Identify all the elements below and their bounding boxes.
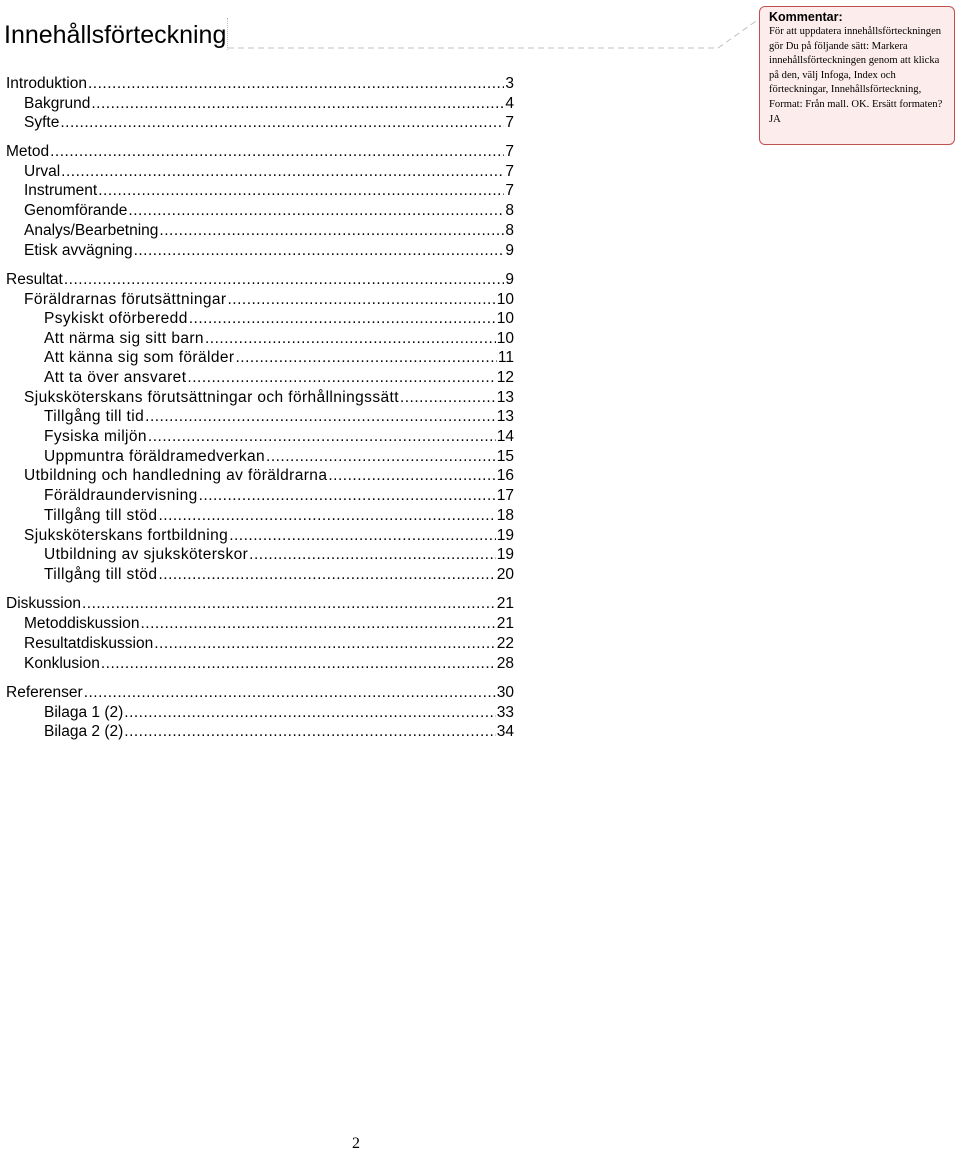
toc-dot-leader — [205, 329, 496, 349]
toc-entry-page-number: 19 — [496, 546, 514, 563]
toc-entry[interactable] — [44, 348, 514, 368]
toc-entry-page-number: 30 — [496, 684, 514, 701]
toc-entry-title: Föräldraundervisning — [44, 487, 198, 504]
toc-entry-page-number: 28 — [496, 655, 514, 672]
toc-entry-page-number: 8 — [505, 222, 514, 239]
toc-entry[interactable] — [24, 290, 514, 310]
toc-dot-leader — [61, 162, 504, 182]
toc-dot-leader — [189, 309, 496, 329]
toc-entry-title: Att ta över ansvaret — [44, 369, 187, 386]
toc-entry-title: Urval — [24, 163, 61, 180]
toc-dot-leader — [134, 241, 505, 261]
toc-dot-leader — [235, 348, 496, 368]
toc-entry-title: Föräldrarnas förutsättningar — [24, 291, 227, 308]
toc-entry-title: Bakgrund — [24, 95, 91, 112]
toc-entry-page-number: 34 — [496, 723, 514, 740]
toc-entry-title: Fysiska miljön — [44, 428, 147, 445]
page-number: 2 — [352, 1135, 360, 1152]
toc-entry[interactable] — [24, 221, 514, 241]
toc-entry-page-number: 8 — [505, 202, 514, 219]
toc-dot-leader — [400, 388, 496, 408]
toc-dot-leader — [91, 94, 504, 114]
toc-entry[interactable] — [24, 466, 514, 486]
toc-entry-title: Sjuksköterskans fortbildning — [24, 527, 229, 544]
toc-dot-leader — [60, 113, 504, 133]
toc-dot-leader — [50, 142, 504, 162]
toc-entry[interactable] — [24, 614, 514, 634]
toc-dot-leader — [249, 545, 496, 565]
toc-entry-page-number: 9 — [505, 271, 514, 288]
toc-dot-leader — [328, 466, 495, 486]
toc-entry-title: Syfte — [24, 114, 60, 131]
toc-entry[interactable] — [6, 683, 514, 703]
toc-entry[interactable] — [24, 526, 514, 546]
toc-entry-title: Referenser — [6, 684, 83, 701]
toc-entry-page-number: 12 — [496, 369, 514, 386]
toc-entry[interactable] — [24, 94, 514, 114]
toc-entry[interactable] — [44, 427, 514, 447]
toc-entry-title: Konklusion — [24, 655, 100, 672]
toc-entry-title: Utbildning av sjuksköterskor — [44, 546, 249, 563]
page-title: Innehållsförteckning — [4, 21, 227, 49]
toc-dot-leader — [229, 526, 496, 546]
toc-entry-title: Utbildning och handledning av föräldrarna — [24, 467, 328, 484]
toc-entry-page-number: 19 — [496, 527, 514, 544]
toc-entry-page-number: 15 — [496, 448, 514, 465]
toc-entry-page-number: 7 — [505, 114, 514, 131]
toc-entry-title: Instrument — [24, 182, 98, 199]
toc-entry[interactable] — [6, 142, 514, 162]
toc-entry[interactable] — [44, 506, 514, 526]
toc-entry-title: Sjuksköterskans förutsättningar och förhållningssätt — [24, 389, 399, 406]
toc-entry[interactable] — [24, 654, 514, 674]
toc-entry-page-number: 11 — [497, 349, 514, 366]
toc-entry[interactable] — [44, 565, 514, 585]
toc-dot-leader — [101, 654, 496, 674]
toc-dot-leader — [88, 74, 504, 94]
toc-dot-leader — [159, 221, 504, 241]
toc-entry-title: Uppmuntra föräldramedverkan — [44, 448, 266, 465]
toc-entry-title: Analys/Bearbetning — [24, 222, 159, 239]
toc-entry[interactable] — [6, 270, 514, 290]
toc-entry-title: Metod — [6, 143, 50, 160]
toc-entry[interactable] — [24, 241, 514, 261]
toc-dot-leader — [124, 722, 495, 742]
toc-entry[interactable] — [24, 388, 514, 408]
toc-entry-page-number: 10 — [496, 330, 514, 347]
toc-dot-leader — [148, 427, 496, 447]
toc-entry-title: Tillgång till stöd — [44, 507, 158, 524]
toc-dot-leader — [158, 506, 495, 526]
toc-entry[interactable] — [44, 407, 514, 427]
toc-entry-title: Resultat — [6, 271, 63, 288]
toc-dot-leader — [199, 486, 496, 506]
toc-dot-leader — [187, 368, 495, 388]
toc-dot-leader — [140, 614, 495, 634]
toc-entry-page-number: 10 — [496, 291, 514, 308]
toc-entry-title: Tillgång till tid — [44, 408, 145, 425]
toc-dot-leader — [64, 270, 505, 290]
toc-entry-page-number: 22 — [496, 635, 514, 652]
toc-entry-page-number: 13 — [496, 408, 514, 425]
toc-entry[interactable] — [44, 329, 514, 349]
toc-entry-page-number: 7 — [505, 163, 514, 180]
toc-entry-title: Att känna sig som förälder — [44, 349, 235, 366]
toc-entry-title: Etisk avvägning — [24, 242, 133, 259]
toc-dot-leader — [227, 290, 495, 310]
toc-entry-page-number: 10 — [496, 310, 514, 327]
toc-entry-title: Tillgång till stöd — [44, 566, 158, 583]
toc-entry[interactable] — [24, 634, 514, 654]
toc-entry-page-number: 16 — [496, 467, 514, 484]
toc-entry[interactable] — [24, 113, 514, 133]
toc-entry-title: Metoddiskussion — [24, 615, 140, 632]
comment-text: För att uppdatera innehållsförteckningen gör Du på följande sätt: Markera innehållsförteckningen genom att klicka på den, välj Infoga, Index och förteckningar, Innehållsförteckning, Format: Från mall. OK. Ersätt formaten? JA — [769, 26, 943, 125]
toc-entry-page-number: 3 — [505, 75, 514, 92]
toc-entry-title: Resultatdiskussion — [24, 635, 154, 652]
toc-entry[interactable] — [24, 181, 514, 201]
toc-entry[interactable] — [44, 486, 514, 506]
toc-entry-page-number: 33 — [496, 704, 514, 721]
toc-entry-page-number: 4 — [505, 95, 514, 112]
toc-dot-leader — [154, 634, 496, 654]
toc-dot-leader — [124, 703, 495, 723]
toc-entry[interactable] — [24, 162, 514, 182]
toc-entry-page-number: 7 — [505, 182, 514, 199]
toc-entry-page-number: 21 — [496, 615, 514, 632]
toc-entry[interactable] — [6, 594, 514, 614]
toc-dot-leader — [266, 447, 496, 467]
toc-entry[interactable] — [24, 201, 514, 221]
toc-entry-title: Introduktion — [6, 75, 87, 92]
toc-dot-leader — [98, 181, 504, 201]
toc-entry[interactable] — [44, 722, 514, 742]
toc-entry-page-number: 7 — [505, 143, 514, 160]
toc-dot-leader — [145, 407, 496, 427]
toc-entry[interactable] — [44, 368, 514, 388]
toc-entry-title: Genomförande — [24, 202, 128, 219]
toc-dot-leader — [84, 683, 496, 703]
toc-entry-page-number: 9 — [505, 242, 514, 259]
toc-dot-leader — [128, 201, 504, 221]
toc-dot-leader — [158, 565, 495, 585]
comment-balloon[interactable] — [759, 6, 955, 145]
toc-entry-page-number: 18 — [496, 507, 514, 524]
toc-entry-title: Bilaga 1 (2) — [44, 704, 124, 721]
toc-entry[interactable] — [6, 74, 514, 94]
toc-entry-title: Diskussion — [6, 595, 81, 612]
toc-entry-page-number: 20 — [496, 566, 514, 583]
comment-label: Kommentar: — [769, 10, 843, 24]
toc-dot-leader — [82, 594, 496, 614]
toc-entry-page-number: 17 — [496, 487, 514, 504]
toc-entry-title: Att närma sig sitt barn — [44, 330, 204, 347]
toc-entry-page-number: 21 — [496, 595, 514, 612]
toc-entry-title: Psykiskt oförberedd — [44, 310, 188, 327]
toc-entry[interactable] — [44, 545, 514, 565]
toc-entry[interactable] — [44, 447, 514, 467]
toc-entry-page-number: 13 — [496, 389, 514, 406]
toc-entry[interactable] — [44, 309, 514, 329]
toc-entry-title: Bilaga 2 (2) — [44, 723, 124, 740]
toc-entry[interactable] — [44, 703, 514, 723]
toc-entry-page-number: 14 — [496, 428, 514, 445]
